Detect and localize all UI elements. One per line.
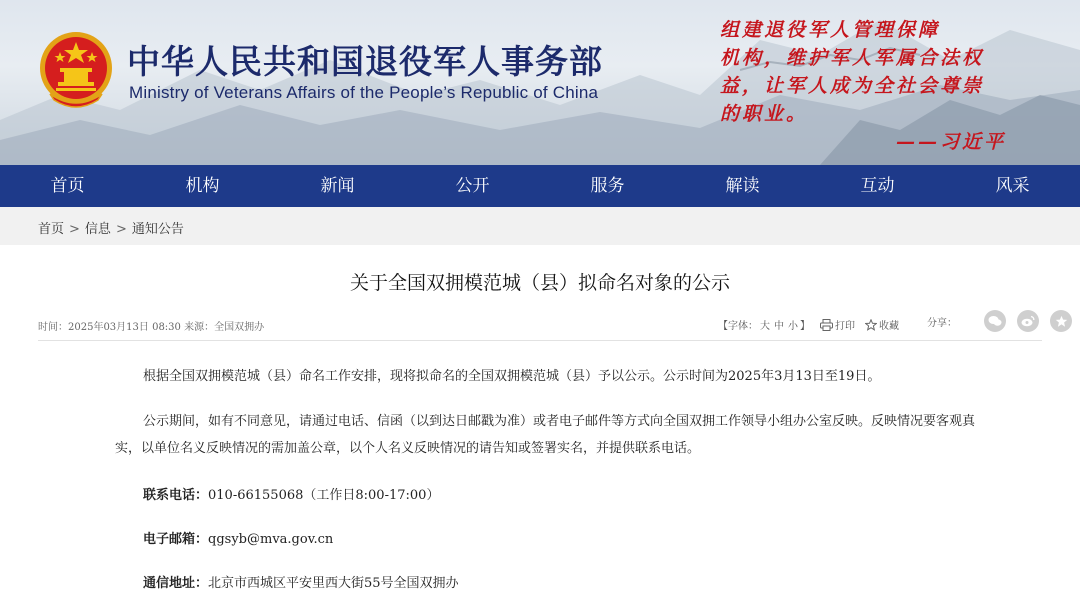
address-value: 北京市西城区平安里西大街55号全国双拥办 bbox=[208, 576, 459, 591]
article-paragraph-2: 公示期间，如有不同意见，请通过电话、信函（以到达日邮戳为准）或者电子邮件等方式向全国双拥工作领导小组办公室反映。反映情况要客观真实，以单位名义反映情况的需加盖公章，以个人名义反映情况的请告知或签署实名，并提供联系电话。 bbox=[115, 414, 976, 456]
address-label: 通信地址： bbox=[143, 576, 209, 591]
article-tools bbox=[718, 317, 899, 332]
email-value: qgsyb@mva.gov.cn bbox=[208, 532, 334, 547]
star-outline-icon bbox=[865, 319, 877, 331]
font-size-small[interactable]: 小 bbox=[788, 321, 798, 332]
nav-item-interpretation[interactable]: 解读 bbox=[725, 176, 760, 196]
breadcrumb-home[interactable]: 首页 bbox=[38, 222, 65, 237]
site-name-en: Ministry of Veterans Affairs of the People’s Republic of China bbox=[129, 83, 599, 102]
nav-item-home[interactable]: 首页 bbox=[50, 176, 85, 196]
breadcrumb-info[interactable]: 信息 bbox=[84, 222, 111, 237]
print-button[interactable] bbox=[820, 317, 855, 332]
font-size-label: 【字体： bbox=[718, 321, 758, 332]
article-title: 关于全国双拥模范城（县）拟命名对象的公示 bbox=[349, 272, 730, 294]
email-label: 电子邮箱： bbox=[143, 532, 209, 547]
main-nav bbox=[0, 165, 1080, 207]
site-name-cn: 中华人民共和国退役军人事务部 bbox=[127, 42, 603, 81]
favorite-label: 收藏 bbox=[879, 321, 899, 332]
nav-item-public[interactable]: 公开 bbox=[455, 176, 490, 196]
quote-line: 的职业。 bbox=[720, 103, 809, 125]
site-banner bbox=[0, 0, 1080, 165]
article-meta: 时间：2025年03月13日 08:30 来源：全国双拥办 bbox=[38, 322, 265, 333]
nav-item-news[interactable]: 新闻 bbox=[320, 176, 355, 196]
meta-divider bbox=[38, 340, 1042, 341]
contact-phone bbox=[143, 484, 439, 503]
font-size-large[interactable]: 大 bbox=[760, 321, 770, 332]
star-icon[interactable] bbox=[1050, 310, 1072, 332]
contact-email bbox=[143, 528, 333, 547]
favorite-button[interactable] bbox=[865, 317, 899, 332]
breadcrumb-separator: > bbox=[115, 222, 127, 237]
breadcrumb-bar bbox=[0, 207, 1080, 245]
nav-item-showcase[interactable]: 风采 bbox=[995, 176, 1030, 196]
wechat-icon[interactable] bbox=[984, 310, 1006, 332]
quote-line: 益，让军人成为全社会尊崇 bbox=[720, 75, 985, 97]
quote-line: 组建退役军人管理保障 bbox=[720, 19, 941, 41]
breadcrumb-separator: > bbox=[69, 222, 80, 237]
weibo-icon[interactable] bbox=[1017, 310, 1039, 332]
breadcrumb bbox=[38, 218, 184, 237]
phone-label: 联系电话： bbox=[143, 488, 209, 503]
national-emblem-icon bbox=[36, 28, 116, 112]
nav-item-services[interactable]: 服务 bbox=[590, 176, 625, 196]
share-label: 分享： bbox=[927, 317, 957, 329]
quote-line: 机构，维护军人军属合法权 bbox=[720, 47, 985, 69]
quote-author: ——习近平 bbox=[895, 131, 1006, 153]
print-label: 打印 bbox=[835, 321, 855, 332]
font-size-medium[interactable]: 中 bbox=[774, 321, 784, 332]
nav-item-organization[interactable]: 机构 bbox=[185, 176, 220, 196]
printer-icon bbox=[820, 319, 833, 331]
font-size-close: 】 bbox=[800, 321, 810, 332]
contact-address bbox=[143, 572, 459, 591]
phone-value: 010-66155068（工作日8:00-17:00） bbox=[208, 488, 440, 503]
share-bar bbox=[927, 310, 1072, 332]
breadcrumb-notices[interactable]: 通知公告 bbox=[131, 222, 184, 237]
nav-item-interaction[interactable]: 互动 bbox=[860, 176, 895, 196]
article-paragraph-1: 根据全国双拥模范城（县）命名工作安排，现将拟命名的全国双拥模范城（县）予以公示。公示时间为2025年3月13日至19日。 bbox=[143, 369, 881, 384]
leader-quote bbox=[720, 16, 1020, 156]
